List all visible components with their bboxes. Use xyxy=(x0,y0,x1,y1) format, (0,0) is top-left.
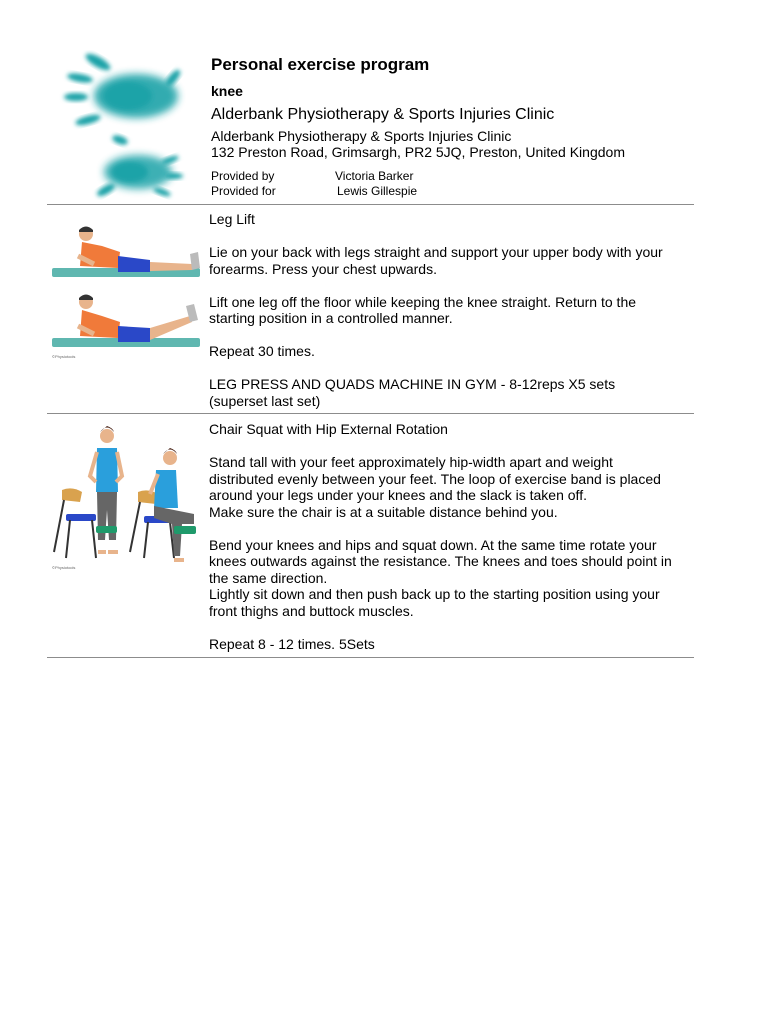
section-divider xyxy=(47,657,694,658)
section-divider xyxy=(47,413,694,414)
chair-squat-copyright: ©Physiotools xyxy=(52,565,76,570)
clinic-name: Alderbank Physiotherapy & Sports Injuries Clinic xyxy=(211,128,512,144)
exercise-paragraph: Lift one leg off the floor while keeping the knee straight. Return to the starting position in a controlled manner. xyxy=(209,293,637,326)
chair-squat-illustration xyxy=(50,420,202,568)
leg-lift-copyright: ©Physiotools xyxy=(52,354,76,359)
exercise-paragraph: LEG PRESS AND QUADS MACHINE IN GYM - 8-12reps X5 sets (superset last set) xyxy=(209,376,616,409)
chair-squat-instructions xyxy=(209,421,694,652)
exercise-paragraph: Stand tall with your feet approximately hip-width apart and weight distributed evenly between your feet. The loop of exercise band is placed around your legs under your knees and the slack is taken off. Make sure the chair is at a suitable distance behind you. xyxy=(209,454,661,520)
exercise-title: Leg Lift xyxy=(209,211,255,227)
section-divider xyxy=(47,204,694,205)
provided-by-value: Victoria Barker xyxy=(335,169,414,183)
exercise-paragraph: Repeat 8 - 12 times. 5Sets xyxy=(209,635,375,652)
program-subtitle: knee xyxy=(211,83,243,99)
provided-by-row xyxy=(211,169,691,184)
clinic-logo-hands-icon xyxy=(58,50,198,200)
leg-lift-instructions xyxy=(209,211,694,409)
exercise-paragraph: Repeat 30 times. xyxy=(209,343,315,359)
provided-for-row xyxy=(211,184,691,199)
program-title: Personal exercise program xyxy=(211,55,430,74)
provided-for-label: Provided for xyxy=(211,184,276,198)
program-header xyxy=(211,54,691,199)
leg-lift-illustration xyxy=(50,208,202,358)
provider-info xyxy=(211,169,691,199)
exercise-paragraph: Lie on your back with legs straight and support your upper body with your forearms. Press your chest upwards. xyxy=(209,244,663,277)
provided-for-value: Lewis Gillespie xyxy=(337,184,418,198)
clinic-address: 132 Preston Road, Grimsargh, PR2 5JQ, Preston, United Kingdom xyxy=(211,144,625,160)
clinic-name-large: Alderbank Physiotherapy & Sports Injuries Clinic xyxy=(211,106,555,123)
exercise-paragraph: Bend your knees and hips and squat down. At the same time rotate your knees outwards against the resistance. The knees and toes should point in the same direction. Lightly sit down and then push back up to the starting position using your front thighs and buttock muscles. xyxy=(209,536,672,619)
exercise-title: Chair Squat with Hip External Rotation xyxy=(209,421,448,437)
provided-by-label: Provided by xyxy=(211,169,275,183)
